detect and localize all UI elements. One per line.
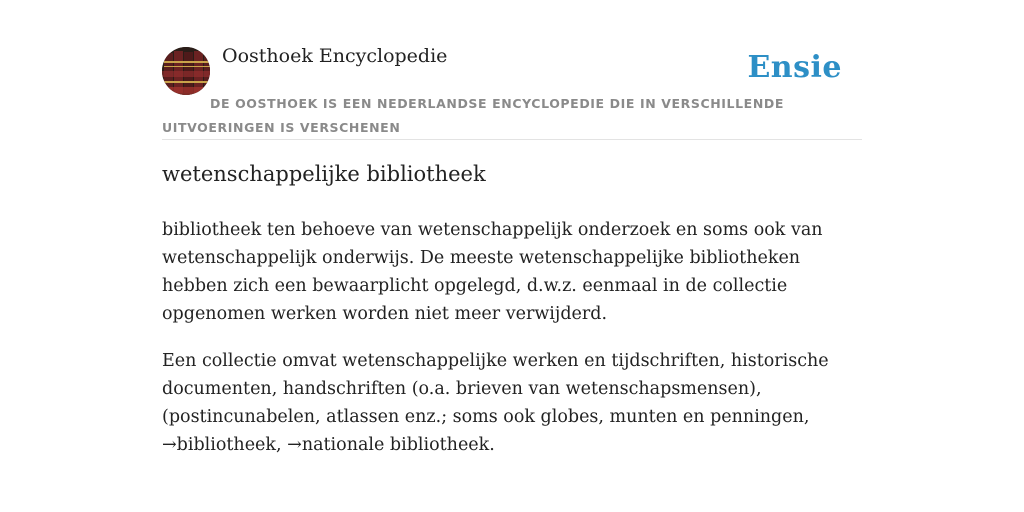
site-title[interactable]: Oosthoek Encyclopedie [222,45,448,67]
ensie-logo-link[interactable]: Ensie [747,50,842,85]
encyclopedia-books-avatar[interactable] [162,47,210,95]
link-separator: , [276,435,288,455]
link-nationale-bibliotheek[interactable]: →nationale bibliotheek [287,435,490,455]
article-paragraph-2 [162,347,852,459]
books-icon [162,47,210,95]
paragraph-2-text: Een collectie omvat wetenschappelijke werken en tijdschriften, historische documenten, handschriften (o.a. brieven van wetenschapsmensen), (postincunabelen, atlassen enz.; soms ook globes, munten en penningen, [162,351,829,427]
article-paragraph-1: bibliotheek ten behoeve van wetenschappelijk onderzoek en soms ook van wetenschappelijk onderwijs. De meeste wetenschappelijke bibliotheken hebben zich een bewaarplicht opgelegd, d.w.z. eenmaal in de collectie opgenomen werken worden niet meer verwijderd. [162,220,823,324]
article-title: wetenschappelijke bibliotheek [162,162,486,186]
header [162,0,862,140]
link-bibliotheek[interactable]: →bibliotheek [162,435,277,455]
site-tagline: DE OOSTHOEK IS EEN NEDERLANDSE ENCYCLOPEDIE DIE IN VERSCHILLENDE UITVOERINGEN IS VERSCHENEN [162,96,784,135]
page-container [162,0,862,455]
paragraph-end: . [489,435,495,455]
